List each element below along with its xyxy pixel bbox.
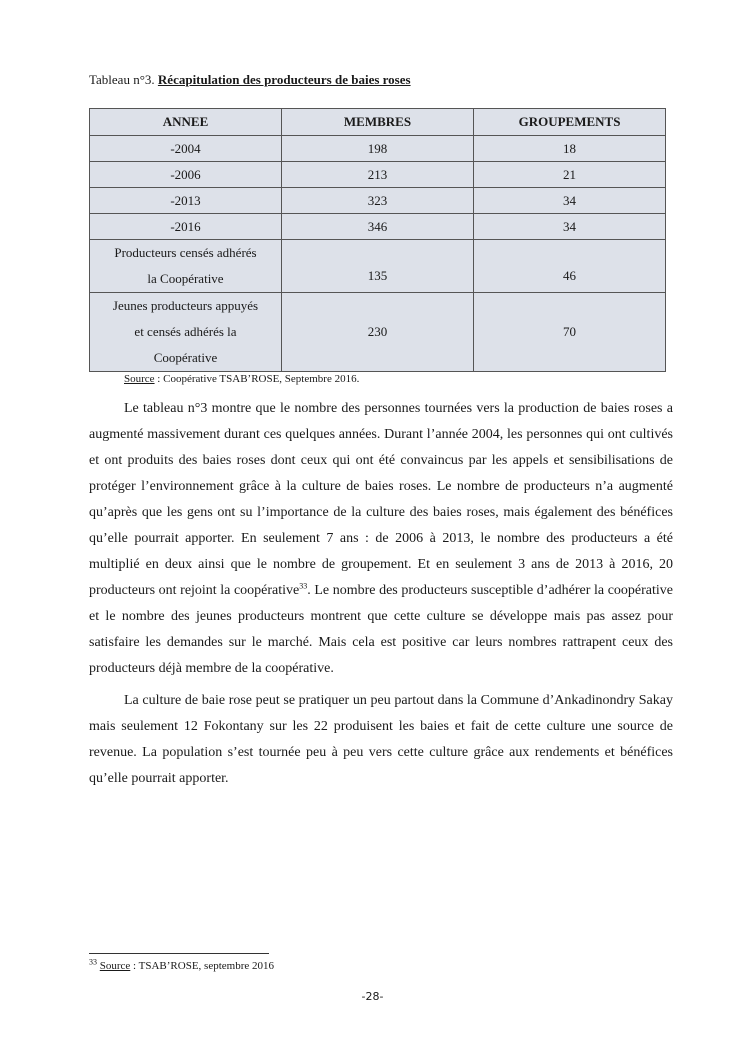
cell-annee: [90, 293, 282, 372]
paragraph-1-continued: . Le nombre des producteurs susceptible d’adhérer la coopérative et le nombre des jeunes producteurs montrent que cette culture se développe mais pas assez pour satisfaire les demandes sur le marché. Mais cela est positive car leurs nombres rattrapent ceux des producteurs déjà membre de la coopérative.: [89, 583, 673, 676]
footnote-ref: 33: [299, 581, 308, 591]
header-annee: ANNEE: [90, 109, 282, 136]
cell-groupements: 18: [474, 136, 666, 162]
cell-annee: -2006: [90, 162, 282, 188]
cell-groupements: 34: [474, 188, 666, 214]
table-header-row: [90, 109, 666, 136]
source-label: Source: [124, 373, 155, 385]
cell-line: Coopérative: [153, 350, 218, 365]
table-row: [90, 162, 666, 188]
cell-groupements: 34: [474, 214, 666, 240]
cell-groupements: 46: [474, 240, 666, 293]
cell-membres: 213: [282, 162, 474, 188]
table-row: [90, 136, 666, 162]
cell-membres: 323: [282, 188, 474, 214]
cell-annee: [90, 240, 282, 293]
footnote-text: : TSAB’ROSE, septembre 2016: [130, 960, 275, 972]
cell-membres: 230: [282, 293, 474, 372]
table-row: [90, 214, 666, 240]
cell-annee: -2004: [90, 136, 282, 162]
header-membres: MEMBRES: [282, 109, 474, 136]
table-row: [90, 240, 666, 293]
caption-prefix: Tableau n°3.: [89, 72, 158, 87]
paragraph-1: [89, 396, 673, 682]
cell-line: Producteurs censés adhérés: [114, 245, 257, 260]
footnote: [89, 957, 275, 972]
table-caption: [89, 71, 411, 89]
cell-annee: -2013: [90, 188, 282, 214]
table-row: [90, 188, 666, 214]
producers-table: [89, 108, 666, 372]
cell-line: la Coopérative: [147, 271, 224, 286]
table-row: [90, 293, 666, 372]
cell-membres: 135: [282, 240, 474, 293]
cell-membres: 198: [282, 136, 474, 162]
footnote-label: Source: [99, 960, 131, 972]
table-source: [124, 373, 359, 385]
footnote-divider: [89, 953, 269, 954]
footnote-number: 33: [89, 957, 97, 967]
cell-annee: -2016: [90, 214, 282, 240]
header-groupements: GROUPEMENTS: [474, 109, 666, 136]
paragraph-2: La culture de baie rose peut se pratiquer un peu partout dans la Commune d’Ankadinondry Sakay mais seulement 12 Fokontany sur les 22 produisent les baies et fait de cette culture une source de revenue. La population s’est tournée peu à peu vers cette culture grâce aux rendements et bénéfices qu’elle pourrait apporter.: [89, 693, 673, 786]
body-text: [89, 396, 673, 798]
cell-groupements: 70: [474, 293, 666, 372]
source-text: : Coopérative TSAB’ROSE, Septembre 2016.: [154, 373, 360, 385]
cell-membres: 346: [282, 214, 474, 240]
paragraph-1-text: Le tableau n°3 montre que le nombre des personnes tournées vers la production de baies roses a augmenté massivement durant ces quelques années. Durant l’année 2004, les personnes qui ont cultivés et ont produits des baies roses dont ceux qui ont été convaincus par les appels et sensibilisations de protéger l’environnement grâce à la culture de baies roses. Le nombre de producteurs n’a augmenté qu’après que les gens ont su l’importance de la culture des baies roses, mais également des bénéfices qu’elle pourrait apporter. En seulement 7 ans : de 2006 à 2013, le nombre des producteurs a été multiplié en deux ainsi que le nombre de groupement. Et en seulement 3 ans de 2013 à 2016, 20 producteurs ont rejoint la coopérative: [89, 401, 673, 598]
cell-line: Jeunes producteurs appuyés: [112, 298, 259, 313]
cell-groupements: 21: [474, 162, 666, 188]
caption-title: Récapitulation des producteurs de baies roses: [157, 72, 411, 87]
page-number: -28-: [361, 990, 384, 1003]
cell-line: et censés adhérés la: [134, 324, 237, 339]
